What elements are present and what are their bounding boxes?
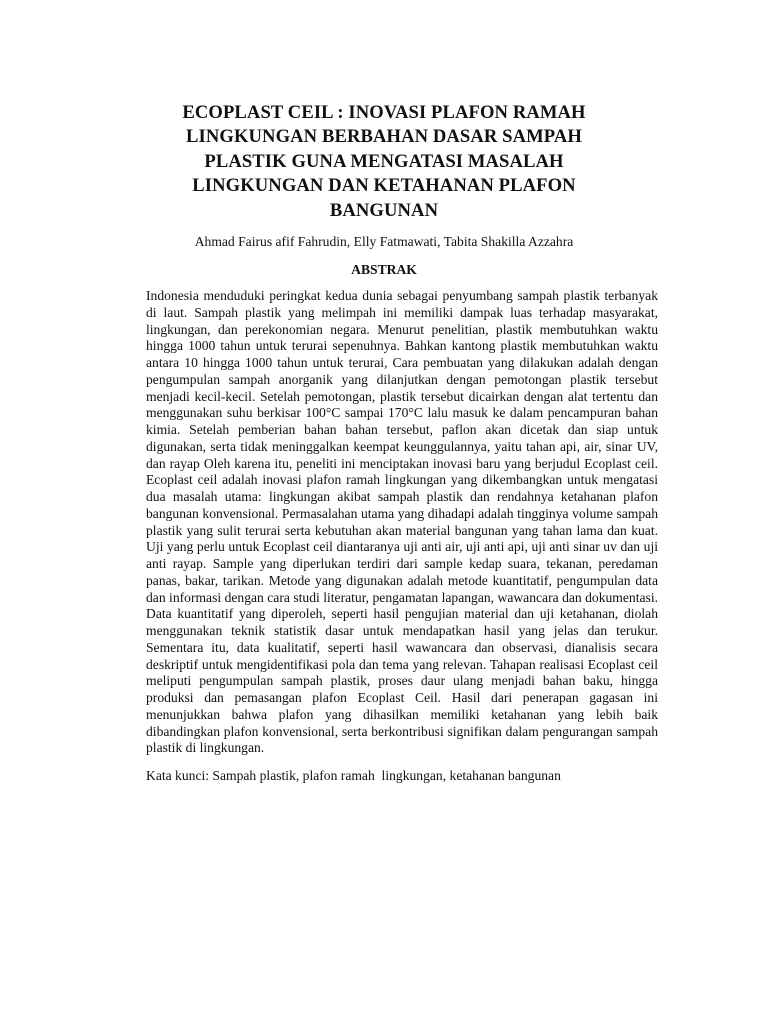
- abstract-body: Indonesia menduduki peringkat kedua dunia sebagai penyumbang sampah plastik terbanyak di laut. Sampah plastik yang melimpah ini memiliki dampak luas terhadap masyarakat, lingkungan, dan perekonomian negara. Menurut penelitian, plastik membutuhkan waktu hingga 1000 tahun untuk terurai sepenuhnya. Bahkan kantong plastik membutuhkan waktu antara 10 hingga 1000 tahun untuk terurai, Cara pembuatan yang dilakukan adalah dengan pengumpulan sampah anorganik yang dilanjutkan dengan pemotongan plastik tersebut menjadi kecil-kecil. Setelah pemotongan, plastik tersebut dicairkan dengan alat tertentu dan menggunakan suhu berkisar 100°C sampai 170°C lalu masuk ke dalam pencampuran bahan kimia. Setelah pemberian bahan bahan tersebut, paflon akan dicetak dan siap untuk digunakan, serta tidak meninggalkan keempat keunggulannya, yaitu tahan api, air, sinar UV, dan rayap Oleh karena itu, peneliti ini menciptakan inovasi baru yang berjudul Ecoplast ceil. Ecoplast ceil adalah inovasi plafon ramah lingkungan yang dikembangkan untuk mengatasi dua masalah utama: lingkungan akibat sampah plastik dan rendahnya ketahanan plafon bangunan konvensional. Permasalahan utama yang dihadapi adalah tingginya volume sampah plastik yang sulit terurai serta kebutuhan akan material bangunan yang tahan lama dan kuat. Uji yang perlu untuk Ecoplast ceil diantaranya uji anti air, uji anti api, uji anti sinar uv dan uji anti rayap. Sample yang diperlukan terdiri dari sample kedap suara, tekanan, peredaman panas, bakar, tarikan. Metode yang digunakan adalah metode kuantitatif, pengumpulan data dan informasi dengan cara studi literatur, pengamatan lapangan, wawancara dan dokumentasi. Data kuantitatif yang diperoleh, seperti hasil pengujian material dan uji ketahanan, diolah menggunakan teknik statistik dasar untuk mendapatkan hasil yang jelas dan terukur. Sementara itu, data kualitatif, seperti hasil wawancara dan observasi, dianalisis secara deskriptif untuk mengidentifikasi pola dan tema yang relevan. Tahapan realisasi Ecoplast ceil meliputi pengumpulan sampah plastik, proses daur ulang menjadi bahan baku, hingga produksi dan pemasangan plafon Ecoplast Ceil. Hasil dari penerapan gagasan ini menunjukkan bahwa plafon yang dihasilkan memiliki ketahanan yang lebih baik dibandingkan plafon konvensional, serta berkontribusi signifikan dalam pengurangan sampah plastik di lingkungan.: [146, 288, 658, 756]
- abstract-heading: ABSTRAK: [351, 262, 417, 278]
- keywords-line: Kata kunci: Sampah plastik, plafon ramah lingkungan, ketahanan bangunan: [146, 768, 561, 784]
- paper-title: ECOPLAST CEIL : INOVASI PLAFON RAMAH LINGKUNGAN BERBAHAN DASAR SAMPAH PLASTIK GUNA MENGATASI MASALAH LINGKUNGAN DAN KETAHANAN PLAFON BANGUNAN: [182, 102, 586, 221]
- author-list: Ahmad Fairus afif Fahrudin, Elly Fatmawati, Tabita Shakilla Azzahra: [194, 234, 574, 250]
